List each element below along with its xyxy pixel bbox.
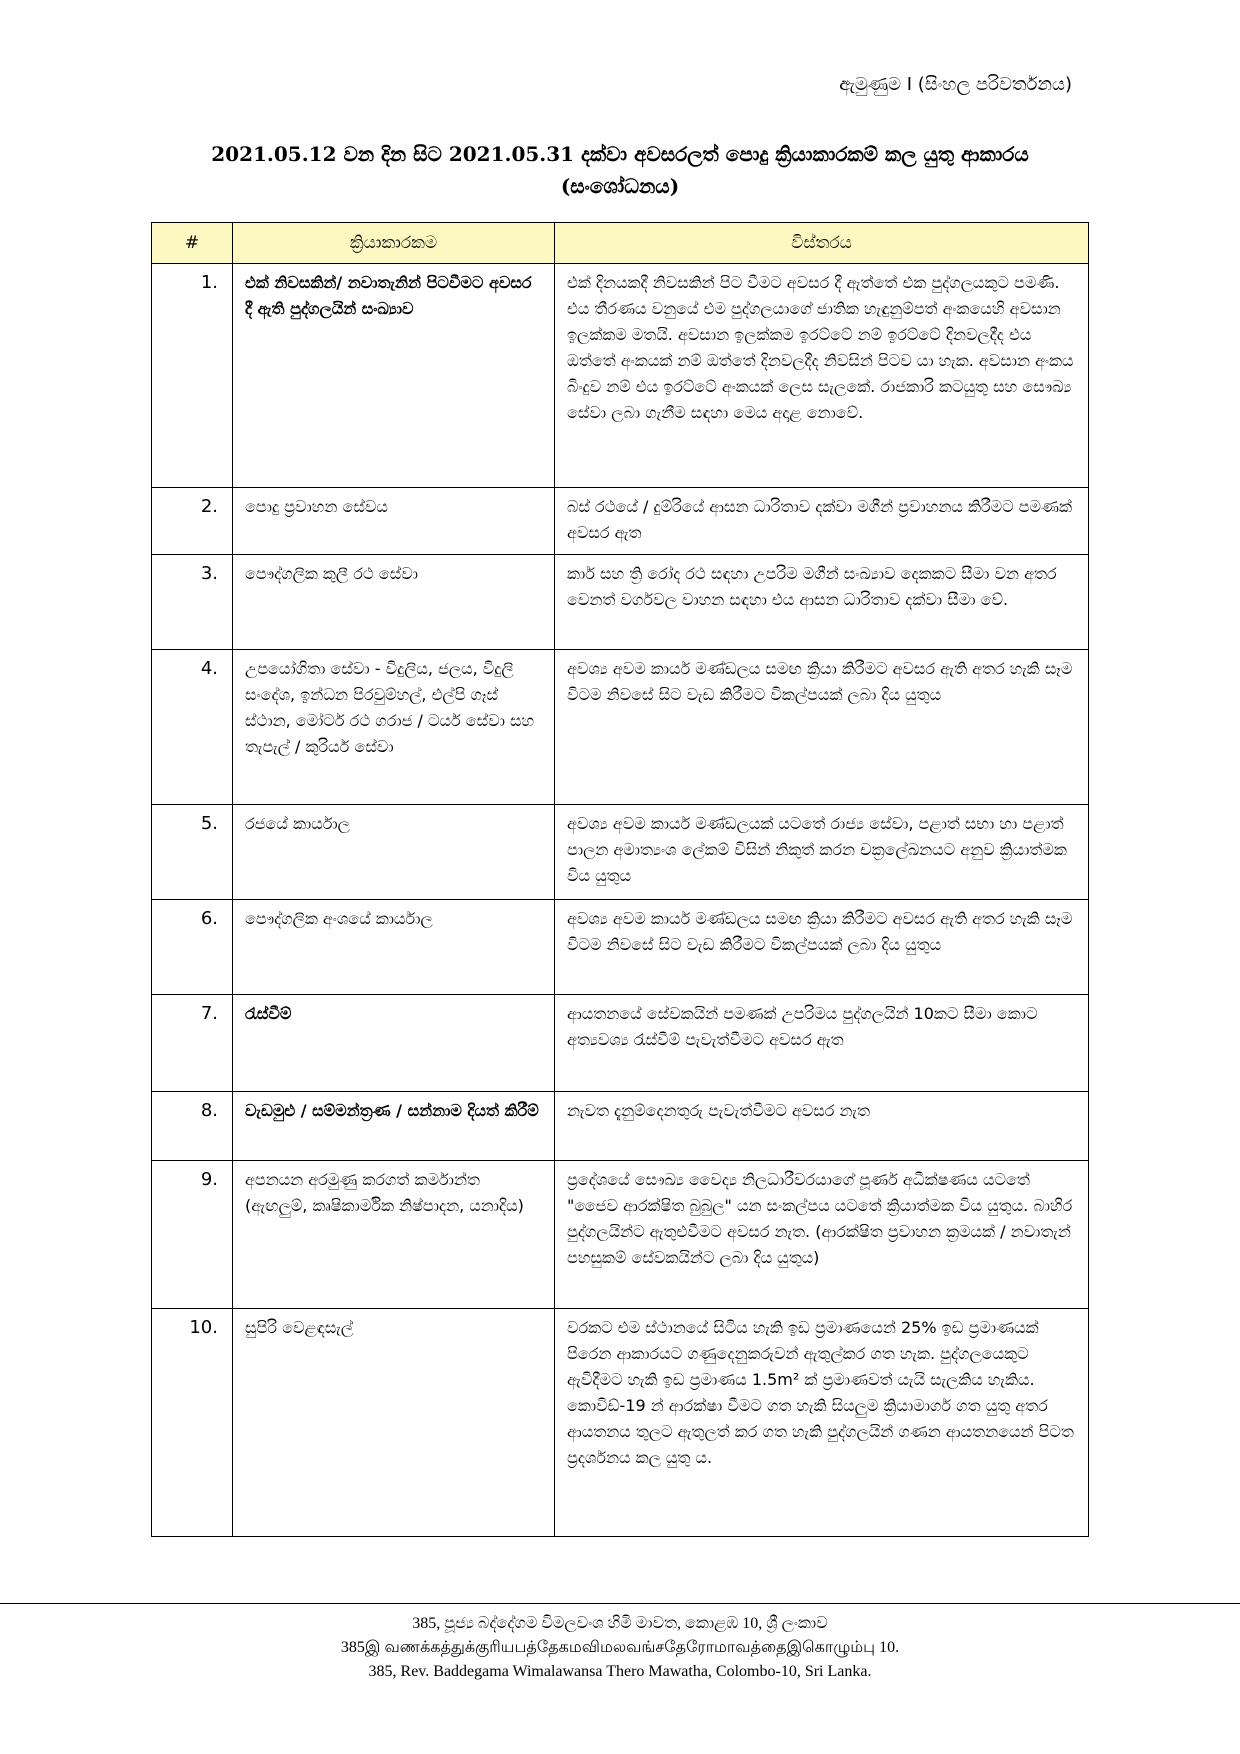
- row-activity: පෞද්ගලික අංශයේ කාර්යාල: [233, 900, 555, 995]
- page-title: [120, 138, 1120, 202]
- row-activity: එක් නිවසකින්/ නවාතැනින් පිටවීමට අවසර දී ඇති පුද්ගලයින් සංඛ්‍යාව: [233, 264, 555, 488]
- footer-address-tamil: 385இ வணக்கத்துக்குரியபத்தேகமவிமலவங்சதேரோமாவத்தைஇகொழும்பு 10.: [340, 1639, 900, 1656]
- row-activity: රැස්වීම්: [233, 995, 555, 1092]
- header-details: විස්තරය: [555, 223, 1089, 264]
- row-activity: සුපිරි වෙළඳසැල්: [233, 1309, 555, 1537]
- row-details: ආයතනයේ සේවකයින් පමණක් උපරිමය පුද්ගලයින් 10කට සීමා කොට අත්‍යවශ්‍ය රැස්වීම් පැවැත්වීමට අවසර ඇත: [555, 995, 1089, 1092]
- row-activity: අපනයන අරමුණු කරගත් කර්මාන්ත (ඇඟලුම්, කෘෂිකාර්මික නිෂ්පාදන, යනාදිය): [233, 1161, 555, 1309]
- row-details: එක් දිනයකදී නිවසකින් පිට වීමට අවසර දී ඇත්තේ එක පුද්ගලයකුට පමණි. එය තීරණය වනුයේ එම පුද්ගලයාගේ ජාතික හැඳුනුම්පත් අංකයෙහි අවසාන ඉලක්කම මතයි. අවසාන ඉලක්කම ඉරට්ටේ නම් ඉරට්ටේ දිනවලදීද එය ඔත්තේ අංකයක් නම් ඔත්තේ දිනවලදීද නිවසින් පිටව යා හැක. අවසාන අංකය බිංදුව නම් එය ඉරට්ටේ අංකයක් ලෙස සැලකේ. රාජකාරි කටයුතු සහ සෞඛ්‍ය සේවා ලබා ගැනීම සඳහා මෙය අදාළ නොවේ.: [555, 264, 1089, 488]
- row-number: 10.: [152, 1309, 233, 1537]
- header-number: #: [152, 223, 233, 264]
- table-row: [152, 650, 1089, 805]
- row-activity: උපයෝගිතා සේවා - විදුලිය, ජලය, විදුලි සංදේශ, ඉන්ධන පිරවුම්හල්, එල්පි ගෑස් ස්ථාන, මෝටර් රථ ගරාජ / ටයර් සේවා සහ තැපැල් / කුරියර් සේවා: [233, 650, 555, 805]
- title-line-1: 2021.05.12 වන දින සිට 2021.05.31 දක්වා අවසරලත් පොදු ක්‍රියාකාරකම් කල යුතු ආකාරය: [211, 142, 1029, 166]
- row-number: 2.: [152, 488, 233, 555]
- table-row: [152, 805, 1089, 900]
- row-details: නැවත දැනුම්දෙනතුරු පැවැත්වීමට අවසර නැත: [555, 1092, 1089, 1161]
- header-activity: ක්‍රියාකාරකම: [233, 223, 555, 264]
- table-header-row: [152, 223, 1089, 264]
- table-row: [152, 488, 1089, 555]
- row-number: 6.: [152, 900, 233, 995]
- footer-address: [0, 1612, 1240, 1684]
- row-details: අවශ්‍ය අවම කාර්ය මණ්ඩලය සමඟ ක්‍රියා කිරීමට අවසර ඇති අතර හැකි සෑම විටම නිවසේ සිට වැඩ කිරීමට විකල්පයක් ලබා දිය යුතුය: [555, 900, 1089, 995]
- row-number: 4.: [152, 650, 233, 805]
- table-row: [152, 555, 1089, 650]
- footer-address-sinhala: 385, පූජ්‍ය බද්දේගම විමලවංශ හිමි මාවත, කොළඹ 10, ශ්‍රී ලංකාව: [412, 1615, 828, 1632]
- table-row: [152, 900, 1089, 995]
- footer-divider: [0, 1603, 1240, 1604]
- footer-address-english: 385, Rev. Baddegama Wimalawansa Thero Mawatha, Colombo-10, Sri Lanka.: [368, 1663, 872, 1680]
- activities-table: [151, 222, 1089, 1537]
- row-number: 5.: [152, 805, 233, 900]
- row-activity: රජයේ කාර්යාල: [233, 805, 555, 900]
- row-details: කාර් සහ ත්‍රි රෝද රථ සඳහා උපරිම මගීන් සංඛ්‍යාව දෙකකට සීමා වන අතර වෙනත් වර්ගවල වාහන සඳහා එය ආසන ධාරිතාව දක්වා සීමා වේ.: [555, 555, 1089, 650]
- table-row: [152, 1161, 1089, 1309]
- row-activity: පොදු ප්‍රවාහන සේවය: [233, 488, 555, 555]
- row-details: ප්‍රදේශයේ සෞඛ්‍ය වෛද්‍ය නිලධාරීවරයාගේ පූර්ණ අධීක්ෂණය යටතේ "ජෛව ආරක්ෂිත බුබුල" යන සංකල්පය යටතේ ක්‍රියාත්මක විය යුතුය. බාහිර පුද්ගලයින්ට ඇතුළුවීමට අවසර නැත. (ආරක්ෂිත ප්‍රවාහන ක්‍රමයක් / නවාතැන් පහසුකම් සේවකයින්ට ලබා දිය යුතුය): [555, 1161, 1089, 1309]
- row-activity: වැඩමුළු / සම්මන්ත්‍රණ / සන්නාම දියත් කිරීම්: [233, 1092, 555, 1161]
- row-number: 3.: [152, 555, 233, 650]
- title-line-2: (සංශෝධනය): [560, 174, 680, 198]
- table-row: [152, 1309, 1089, 1537]
- row-details: වරකට එම ස්ථානයේ සිටිය හැකි ඉඩ ප්‍රමාණයෙන් 25% ඉඩ ප්‍රමාණයක් පිරෙන ආකාරයට ගණුදෙනුකරුවන් ඇතුල්කර ගත හැක. පුද්ගලයෙකුට ඇවිදීමට හැකි ඉඩ ප්‍රමාණය 1.5m² ක් ප්‍රමාණවත් යැයි සැලකිය හැකිය. කොවිඩ්-19 න් ආරක්ෂා වීමට ගත හැකි සියලුම ක්‍රියාමාර්ග ගත යුතු අතර ආයතනය තුලට ඇතුලත් කර ගත හැකි පුද්ගලයින් ගණන ආයතනයෙන් පිටත ප්‍රදර්ශනය කල යුතු ය.: [555, 1309, 1089, 1537]
- row-details: බස් රථයේ / දුම්රියේ ආසන ධාරිතාව දක්වා මගීන් ප්‍රවාහනය කිරීමට පමණක් අවසර ඇත: [555, 488, 1089, 555]
- row-number: 1.: [152, 264, 233, 488]
- annex-label: ඇමුණුම I (සිංහල පරිවර්තනය): [839, 74, 1072, 95]
- row-number: 7.: [152, 995, 233, 1092]
- row-details: අවශ්‍ය අවම කාර්ය මණ්ඩලය සමඟ ක්‍රියා කිරීමට අවසර ඇති අතර හැකි සෑම විටම නිවසේ සිට වැඩ කිරීමට විකල්පයක් ලබා දිය යුතුය: [555, 650, 1089, 805]
- table-row: [152, 1092, 1089, 1161]
- row-number: 9.: [152, 1161, 233, 1309]
- table-row: [152, 995, 1089, 1092]
- row-number: 8.: [152, 1092, 233, 1161]
- row-activity: පෞද්ගලික කුලී රථ සේවා: [233, 555, 555, 650]
- row-details: අවශ්‍ය අවම කාර්ය මණ්ඩලයක් යටතේ රාජ්‍ය සේවා, පළාත් සභා හා පළාත් පාලන අමාත්‍යංශ ලේකම් විසින් නිකුත් කරන චක්‍රලේඛනයට අනුව ක්‍රියාත්මක විය යුතුය: [555, 805, 1089, 900]
- table-row: [152, 264, 1089, 488]
